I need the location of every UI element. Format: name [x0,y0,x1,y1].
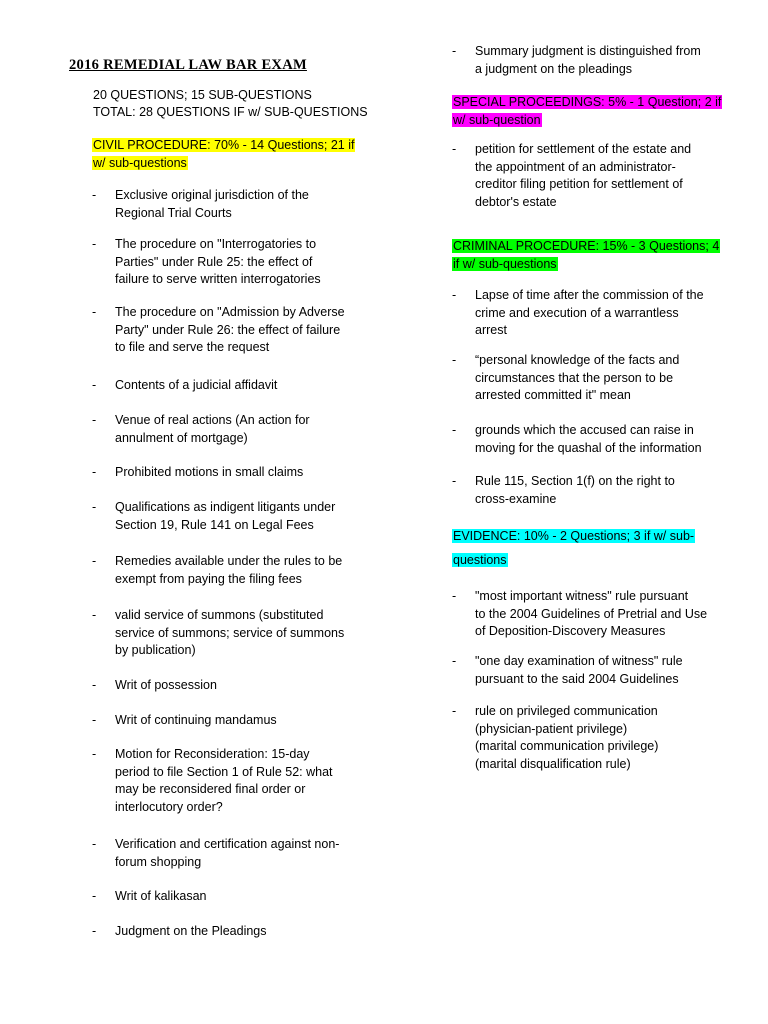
bullet-dash: - [92,465,97,479]
bullet-dash: - [92,713,97,727]
item-text-line: Writ of continuing mandamus [115,713,277,727]
item-text-line: interlocutory order? [115,799,223,814]
bullet-dash: - [92,678,97,692]
item-text-line: valid service of summons (substituted [115,608,324,622]
item-text-line: (physician-patient privilege) [475,721,628,736]
item-text-line: "most important witness" rule pursuant [475,589,689,603]
bullet-dash: - [92,554,97,568]
item-text-line: a judgment on the pleadings [475,61,633,76]
item-text-line: (marital communication privilege) [475,739,659,753]
bullet-dash: - [452,423,457,437]
bullet-dash: - [452,353,457,367]
bullet-dash: - [92,237,97,251]
item-text-line: exempt from paying the filing fees [115,571,302,586]
bullet-dash: - [452,142,457,156]
item-text-line: service of summons; service of summons [115,625,345,640]
item-text-line: of Deposition-Discovery Measures [475,624,666,638]
item-text-line: The procedure on "Interrogatories to [115,237,317,251]
evidence-heading-line-2: questions [453,553,507,567]
special-heading-line-2: w/ sub-question [453,112,541,127]
item-text-line: arrest [475,323,507,337]
criminal-heading-line-2: if w/ sub-questions [453,256,557,271]
bullet-dash: - [452,44,457,58]
item-text-line: the appointment of an administrator- [475,159,676,174]
item-text-line: Writ of kalikasan [115,889,207,903]
item-text-line: debtor's estate [475,194,557,209]
item-text-line: by publication) [115,643,196,657]
item-text-line: Qualifications as indigent litigants under [115,500,336,514]
item-text-line: Remedies available under the rules to be [115,554,343,568]
bullet-dash: - [92,889,97,903]
item-text-line: cross-examine [475,491,557,506]
evidence-heading [452,524,695,572]
civil-procedure-heading [92,137,355,172]
item-text-line: grounds which the accused can raise in [475,423,694,437]
item-text-line: Contents of a judicial affidavit [115,378,278,392]
bullet-dash: - [452,654,457,668]
item-text-line: to file and serve the request [115,340,270,354]
bullet-dash: - [92,837,97,851]
item-text-line: Regional Trial Courts [115,205,232,220]
item-text-line: Parties" under Rule 25: the effect of [115,254,313,269]
bullet-dash: - [92,608,97,622]
item-text-line: Prohibited motions in small claims [115,465,304,479]
criminal-procedure-heading [452,238,720,273]
item-text-line: forum shopping [115,854,202,869]
bullet-dash: - [92,305,97,319]
item-text-line: (marital disqualification rule) [475,756,631,771]
item-text-line: Lapse of time after the commission of the [475,288,704,302]
item-text-line: annulment of mortgage) [115,430,248,445]
item-text-line: creditor filing petition for settlement of [475,177,683,191]
item-text-line: pursuant to the said 2004 Guidelines [475,671,679,686]
bullet-dash: - [452,704,457,718]
special-proceedings-heading [452,94,722,129]
item-text-line: Summary judgment is distinguished from [475,44,701,58]
item-text-line: "one day examination of witness" rule [475,654,683,668]
item-text-line: failure to serve written interrogatories [115,272,321,286]
bullet-dash: - [452,474,457,488]
item-text-line: Venue of real actions (An action for [115,413,310,427]
bullet-dash: - [92,413,97,427]
bullet-dash: - [452,288,457,302]
item-text-line: Party" under Rule 26: the effect of failure [115,322,341,337]
civil-heading-line-1: CIVIL PROCEDURE: 70% - 14 Questions; 21 if [93,138,355,152]
bullet-dash: - [452,589,457,603]
page-title: 2016 REMEDIAL LAW BAR EXAM [69,57,307,73]
item-text-line: Rule 115, Section 1(f) on the right to [475,474,675,488]
civil-heading-line-2: w/ sub-questions [93,155,187,170]
item-text-line: The procedure on "Admission by Adverse [115,305,345,319]
bullet-dash: - [92,924,97,938]
item-text-line: period to file Section 1 of Rule 52: what [115,764,333,779]
item-text-line: Motion for Reconsideration: 15-day [115,747,310,761]
bullet-dash: - [92,378,97,392]
item-text-line: petition for settlement of the estate and [475,142,692,156]
summary-line-1: 20 QUESTIONS; 15 SUB-QUESTIONS [93,88,312,102]
criminal-heading-line-1: CRIMINAL PROCEDURE: 15% - 3 Questions; 4 [453,239,720,253]
special-heading-line-1: SPECIAL PROCEEDINGS: 5% - 1 Question; 2 if [453,95,722,109]
item-text-line: Judgment on the Pleadings [115,924,267,938]
bullet-dash: - [92,500,97,514]
item-text-line: rule on privileged communication [475,704,658,718]
item-text-line: may be reconsidered final order or [115,782,306,796]
item-text-line: Verification and certification against non- [115,837,340,851]
item-text-line: moving for the quashal of the information [475,440,702,455]
item-text-line: arrested committed it" mean [475,388,631,402]
bullet-dash: - [92,747,97,761]
item-text-line: Section 19, Rule 141 on Legal Fees [115,517,314,532]
item-text-line: circumstances that the person to be [475,370,674,385]
item-text-line: Exclusive original jurisdiction of the [115,188,309,202]
evidence-heading-line-1: EVIDENCE: 10% - 2 Questions; 3 if w/ sub- [453,529,695,543]
summary-line-2: TOTAL: 28 QUESTIONS IF w/ SUB-QUESTIONS [93,105,368,119]
item-text-line: crime and execution of a warrantless [475,305,679,320]
item-text-line: “personal knowledge of the facts and [475,353,680,367]
item-text-line: Writ of possession [115,678,217,692]
bullet-dash: - [92,188,97,202]
item-text-line: to the 2004 Guidelines of Pretrial and Use [475,606,708,621]
